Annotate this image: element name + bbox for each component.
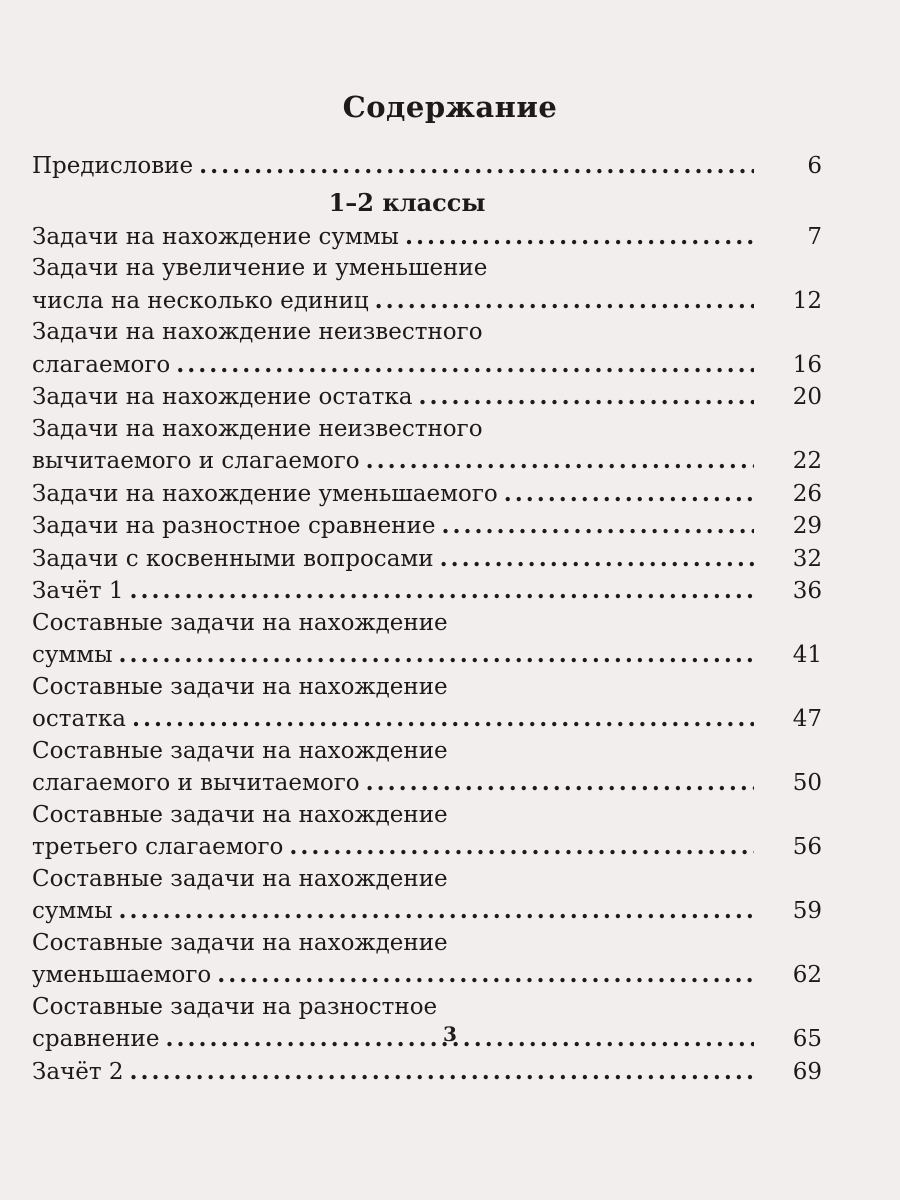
toc-page-number: 20 (792, 384, 822, 410)
toc-page-number: 22 (792, 448, 822, 474)
toc-entry-text: Задачи на нахождение суммы (32, 223, 399, 250)
toc-page-number: 50 (792, 770, 822, 796)
toc-page-number: 32 (792, 545, 822, 572)
toc-page-number: 65 (792, 1026, 822, 1052)
toc-page-number: 6 (807, 153, 822, 179)
toc-entry-text: Составные задачи на нахождение (32, 929, 448, 956)
toc-entry-text: Составные задачи на нахождение (32, 737, 448, 764)
toc-entry-text: слагаемого и вычитаемого (32, 770, 360, 796)
toc-entry (32, 608, 822, 672)
dot-leader (418, 381, 754, 413)
toc-page-number: 26 (792, 480, 822, 507)
toc-entry-text: вычитаемого и слагаемого (32, 448, 360, 474)
dot-leader (366, 445, 754, 477)
toc-page-number: 41 (792, 642, 822, 668)
toc-entry (32, 221, 822, 254)
toc-entry (32, 736, 822, 800)
toc-entry-text: сравнение (32, 1026, 160, 1052)
toc-page-number: 29 (792, 513, 822, 539)
dot-leader (405, 221, 754, 253)
toc-entry-text: Задачи на увеличение и уменьшение (32, 255, 488, 281)
toc-entry-text: Составные задачи на нахождение (32, 673, 448, 700)
toc-entry-text: уменьшаемого (32, 962, 212, 988)
section-heading: 1–2 классы (328, 187, 486, 217)
toc-page-number: 56 (792, 834, 822, 860)
toc-entry-text: Составные задачи на нахождение (32, 865, 448, 892)
table-of-contents (32, 150, 822, 1088)
toc-entry-text: суммы (32, 898, 113, 924)
dot-leader (440, 543, 754, 575)
toc-entry-preface (32, 150, 822, 183)
toc-entry-text: остатка (32, 706, 126, 732)
toc-entry-text: третьего слагаемого (32, 834, 284, 860)
dot-leader (119, 895, 755, 927)
page-number: 3 (443, 1022, 457, 1046)
toc-entry-text: Составные задачи на нахождение (32, 609, 448, 636)
dot-leader (119, 639, 755, 671)
toc-entry-text: Задачи на нахождение неизвестного (32, 319, 483, 345)
toc-entry (32, 478, 822, 511)
toc-page-number: 7 (807, 223, 822, 250)
toc-entry (32, 510, 822, 543)
toc-entry-text: Задачи на нахождение неизвестного (32, 415, 483, 442)
toc-entry (32, 575, 822, 608)
toc-entry-text: Задачи с косвенными вопросами (32, 545, 434, 572)
dot-leader (132, 703, 754, 735)
toc-page-number: 47 (792, 706, 822, 732)
toc-entry-text: Составные задачи на разностное (32, 993, 438, 1020)
toc-entry (32, 864, 822, 928)
dot-leader (366, 767, 754, 799)
toc-entry-text: Зачёт 2 (32, 1058, 124, 1085)
toc-entry (32, 800, 822, 864)
toc-entry-text: суммы (32, 642, 113, 668)
dot-leader (375, 285, 754, 317)
toc-entry (32, 1056, 822, 1089)
toc-page-number: 69 (792, 1058, 822, 1085)
toc-entry-text: слагаемого (32, 351, 171, 378)
toc-entry (32, 672, 822, 736)
toc-entry (32, 414, 822, 478)
toc-page-number: 12 (792, 287, 822, 314)
dot-leader (289, 831, 754, 863)
toc-page-number: 16 (792, 351, 822, 378)
page-title: Содержание (342, 90, 558, 124)
toc-page-number: 36 (792, 578, 822, 604)
toc-page-number: 59 (792, 898, 822, 924)
toc-entry-text: Задачи на нахождение уменьшаемого (32, 480, 498, 507)
toc-entry-text: Предисловие (32, 153, 194, 179)
toc-entry (32, 543, 822, 576)
toc-entry-text: числа на несколько единиц (32, 287, 369, 314)
dot-leader (130, 575, 754, 607)
toc-entry (32, 381, 822, 414)
toc-entry (32, 317, 822, 381)
dot-leader (217, 959, 754, 991)
dot-leader (199, 150, 754, 182)
dot-leader (130, 1056, 754, 1088)
toc-page-number: 62 (792, 962, 822, 988)
toc-entry-text: Зачёт 1 (32, 578, 124, 604)
toc-entry-text: Составные задачи на нахождение (32, 801, 448, 828)
toc-entry (32, 253, 822, 317)
toc-entry-text: Задачи на разностное сравнение (32, 513, 436, 539)
toc-entry-text: Задачи на нахождение остатка (32, 384, 413, 410)
dot-leader (441, 510, 754, 542)
dot-leader (176, 349, 754, 381)
toc-entry (32, 928, 822, 992)
dot-leader (504, 478, 754, 510)
